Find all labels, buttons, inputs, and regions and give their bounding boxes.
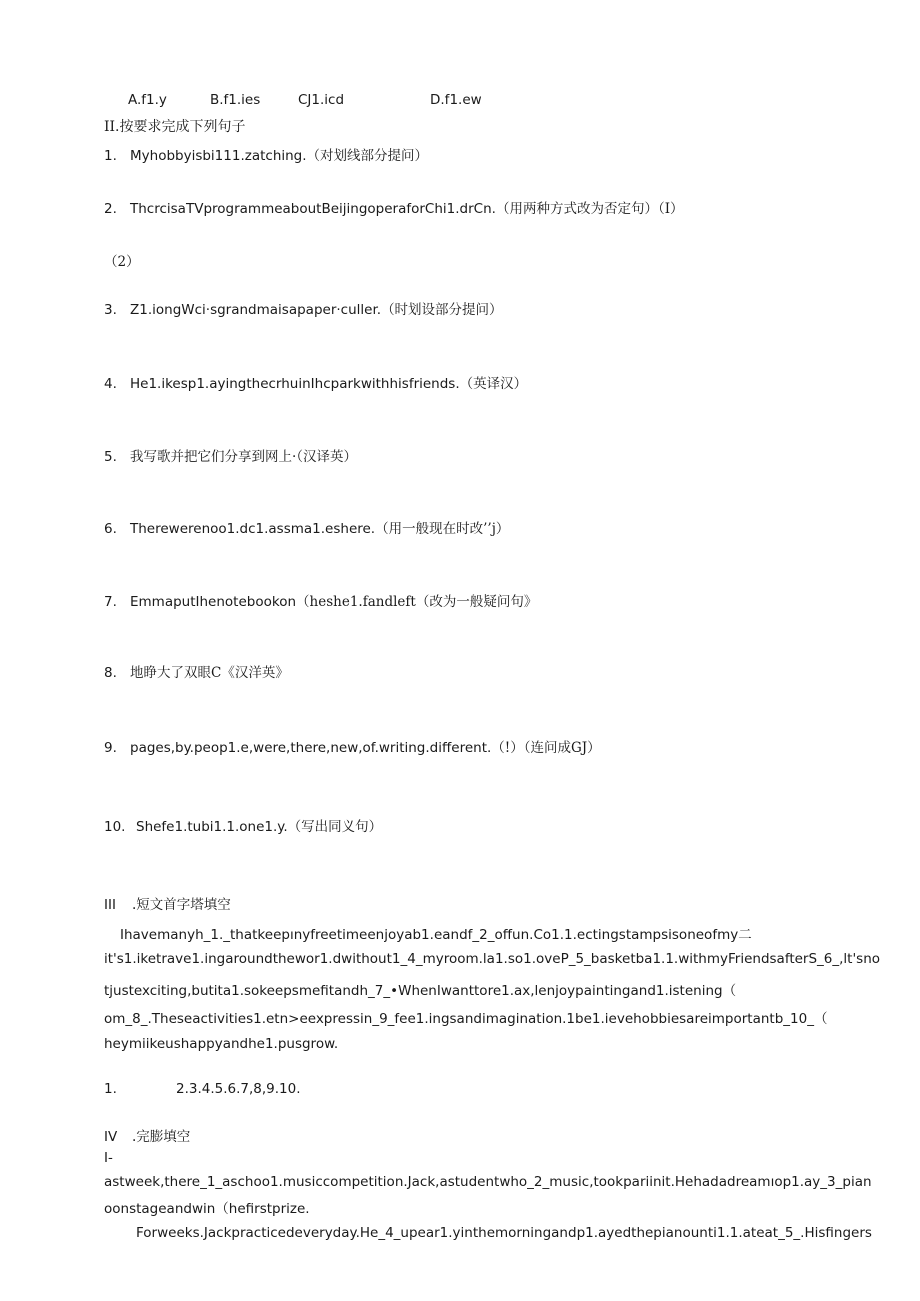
question-english: Myhobbyisbi111.zatching. [130,148,307,164]
question-number: 9. [104,740,117,756]
section-3-heading [104,893,231,913]
option-d: D.f1.ew [430,92,482,108]
question-item [104,144,428,164]
question-instruction: （heshe1.fandleft（改为一般疑问句》 [296,594,538,610]
section-2-heading: II.按要求完成下列句子 [104,119,246,135]
question-number: 4. [104,376,117,392]
question-instruction: （写出同义句） [287,819,383,835]
question-instruction: （用一般现在时改’’j） [375,521,510,537]
question-number: 7. [104,594,117,610]
question-number: 10. [104,819,126,835]
passage-line: om_8_.Theseactivities1.etn>eexpressin_9_fee1.ingsandimagination.1be1.ievehobbiesareimportantb_10_（ [104,1011,828,1027]
option-b: B.f1.ies [210,92,261,108]
question-english: Z1.iongWci·sgrandmaisapaper·culler. [130,302,382,318]
question-item [104,372,527,392]
passage-line: Forweeks.Jackpracticedeveryday.He_4_upear1.yinthemorningandp1.ayedthepianounti1.1.ateat_5_.Hisfingers [136,1225,872,1241]
question-number: 1. [104,148,117,164]
section-title: .完膨填空 [132,1129,191,1145]
answer-number: 1. [104,1081,117,1097]
question-english: Shefe1.tubi1.1.one1.y. [136,819,288,835]
question-number: 2. [104,201,117,217]
option-a: A.f1.y [128,92,167,108]
question-english: pages,by.peop1.e,were,there,new,of.writing.different. [130,740,492,756]
question-number: 6. [104,521,117,537]
question-item [104,736,601,756]
passage-line: heymiikeushappyandhe1.pusgrow. [104,1036,339,1052]
section-number: III [104,897,116,913]
question-instruction: （时划设部分提问） [381,302,503,318]
question-english: Therewerenoo1.dc1.assma1.eshere. [130,521,376,537]
question-item [104,517,509,537]
question-number: 3. [104,302,117,318]
question-english: EmmaputIhenotebookon [130,594,297,610]
question-subpart: （2） [104,254,140,270]
passage-line: I- [104,1150,113,1166]
question-instruction: （英译汉） [459,376,528,392]
question-instruction: （!）（连问成GJ） [491,740,601,756]
question-number: 8. [104,665,117,681]
question-english: He1.ikesp1.ayingthecrhuinIhcparkwithhisfriends. [130,376,460,392]
section-4-heading [104,1125,190,1145]
passage-line: oonstageandwin（hefirstprize. [104,1201,310,1217]
question-item [104,590,537,610]
question-item [104,298,503,318]
question-item [104,815,382,835]
question-number: 5. [104,449,117,465]
question-chinese: 我写歌并把它们分享到网上·（汉译英） [130,449,358,465]
question-chinese: 地睁大了双眼C《汉洋英》 [130,665,289,681]
question-item [104,445,357,465]
section-number: IV [104,1129,118,1145]
passage-line: tjustexciting,butita1.sokeepsmefitandh_7_•WhenIwanttore1.ax,lenjoypaintingand1.istening（ [104,983,737,999]
answer-blanks: 2.3.4.5.6.7,8,9.10. [176,1081,301,1097]
passage-line: Ihavemanyh_1._thatkeepınyfreetimeenjoyab1.eandf_2_offun.Co1.1.ectingstampsisoneofmy二 [120,927,752,943]
answer-line [104,1081,301,1097]
question-english: ThcrcisaTVprogrammeaboutBeijingoperaforChi1.drCn. [130,201,496,217]
section-title: .短文首字塔填空 [132,897,231,913]
question-item [104,661,289,681]
option-c: CJ1.icd [298,92,345,108]
passage-line: astweek,there_1_aschoo1.musiccompetition.Jack,astudentwho_2_music,tookpariinit.Hehadadreamıop1.ay_3_pian [104,1174,872,1190]
passage-line: it's1.iketrave1.ingaroundthewor1.dwithout1_4_myroom.la1.so1.oveP_5_basketba1.1.withmyFriendsafterS_6_,lt'sno [104,951,881,967]
question-instruction: （对划线部分提问） [306,148,429,164]
question-item [104,197,684,217]
question-instruction: （用两种方式改为否定句）（I） [495,201,684,217]
